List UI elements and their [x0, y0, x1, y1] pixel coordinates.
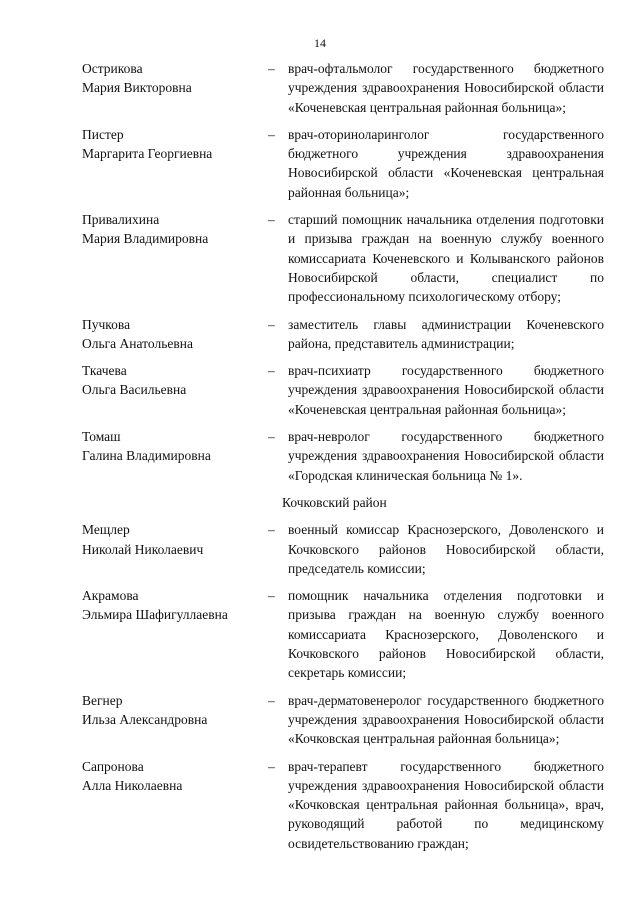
member-surname: Акрамова	[82, 588, 139, 604]
member-surname: Острикова	[82, 61, 143, 76]
member-entry	[82, 586, 604, 682]
member-surname: Ткачева	[82, 363, 127, 379]
dash-separator: –	[268, 212, 275, 228]
member-given-names: Николай Николаевич	[82, 541, 204, 557]
member-entry	[82, 520, 604, 578]
member-entry	[82, 315, 604, 354]
member-given-names: Ольга Васильевна	[82, 382, 187, 398]
member-given-names: Эльмира Шафигуллаевна	[82, 607, 228, 623]
member-surname: Вегнер	[82, 692, 123, 708]
member-entry	[82, 59, 604, 117]
member-position: врач-невролог государственного бюджетного учреждения здравоохранения Новосибирской области «Городская клиническая больница № 1».	[288, 429, 604, 483]
member-name	[82, 520, 268, 578]
dash-separator: –	[268, 522, 275, 538]
member-position: врач-офтальмолог государственного бюджетного учреждения здравоохранения Новосибирской области «Коченевская центральная районная больница»;	[288, 61, 604, 115]
member-name	[82, 59, 268, 117]
member-position: помощник начальника отделения подготовки и призыва граждан на военную службу военного комиссариата Краснозерского, Доволенского и Кочковского районов Новосибирской области, секретарь комиссии;	[288, 588, 604, 681]
member-name	[82, 361, 268, 419]
member-name	[82, 586, 268, 682]
dash-separator: –	[268, 692, 275, 708]
member-position: заместитель главы администрации Коченевского района, представитель администрации;	[288, 316, 604, 351]
member-given-names: Мария Викторовна	[82, 80, 192, 96]
member-given-names: Мария Владимировна	[82, 231, 209, 247]
dash-separator: –	[268, 316, 275, 332]
member-name	[82, 427, 268, 485]
member-surname: Мещлер	[82, 522, 130, 538]
member-position: врач-психиатр государственного бюджетного учреждения здравоохранения Новосибирской области «Коченевская центральная районная больница»;	[288, 363, 604, 417]
member-entry	[82, 210, 604, 306]
dash-separator: –	[268, 61, 275, 76]
member-surname: Сапронова	[82, 758, 144, 774]
member-name	[82, 691, 268, 749]
member-group-kochkovsky	[82, 520, 604, 853]
member-surname: Томаш	[82, 429, 121, 445]
dash-separator: –	[268, 363, 275, 379]
dash-separator: –	[268, 758, 275, 774]
member-name	[82, 315, 268, 354]
member-given-names: Алла Николаевна	[82, 777, 183, 793]
member-entry	[82, 691, 604, 749]
member-name	[82, 210, 268, 306]
page-number: 14	[314, 36, 326, 50]
member-given-names: Ольга Анатольевна	[82, 335, 193, 351]
member-surname: Пистер	[82, 126, 124, 142]
member-entry	[82, 757, 604, 853]
member-entry	[82, 427, 604, 485]
member-group-kochenevsky	[82, 59, 604, 485]
member-name	[82, 125, 268, 202]
commission-member-list	[82, 59, 604, 861]
member-given-names: Галина Владимировна	[82, 448, 211, 464]
member-surname: Пучкова	[82, 316, 131, 332]
member-name	[82, 757, 268, 853]
member-position: врач-оториноларинголог государственного бюджетного учреждения здравоохранения Новосибирской области «Коченевская центральная районная больница»;	[288, 126, 604, 200]
member-surname: Привалихина	[82, 212, 160, 228]
member-given-names: Ильза Александровна	[82, 711, 208, 727]
member-position: военный комиссар Краснозерского, Доволенского и Кочковского районов Новосибирской области, председатель комиссии;	[288, 522, 604, 576]
member-position: врач-дерматовенеролог государственного бюджетного учреждения здравоохранения Новосибирской области «Кочковская центральная районная больница»;	[288, 692, 604, 747]
member-position: старший помощник начальника отделения подготовки и призыва граждан на военную службу военного комиссариата Коченевского и Колыванского районов Новосибирской области, специалист по профессиональному психологическому отбору;	[288, 212, 604, 305]
member-position: врач-терапевт государственного бюджетного учреждения здравоохранения Новосибирской области «Кочковская центральная районная больница», врач, руководящий работой по медицинскому освидетельствованию граждан;	[288, 758, 604, 851]
member-entry	[82, 361, 604, 419]
member-entry	[82, 125, 604, 202]
dash-separator: –	[268, 429, 275, 445]
dash-separator: –	[268, 126, 275, 142]
member-given-names: Маргарита Георгиевна	[82, 146, 213, 162]
section-title: Кочковский район	[282, 494, 387, 510]
dash-separator: –	[268, 588, 275, 604]
